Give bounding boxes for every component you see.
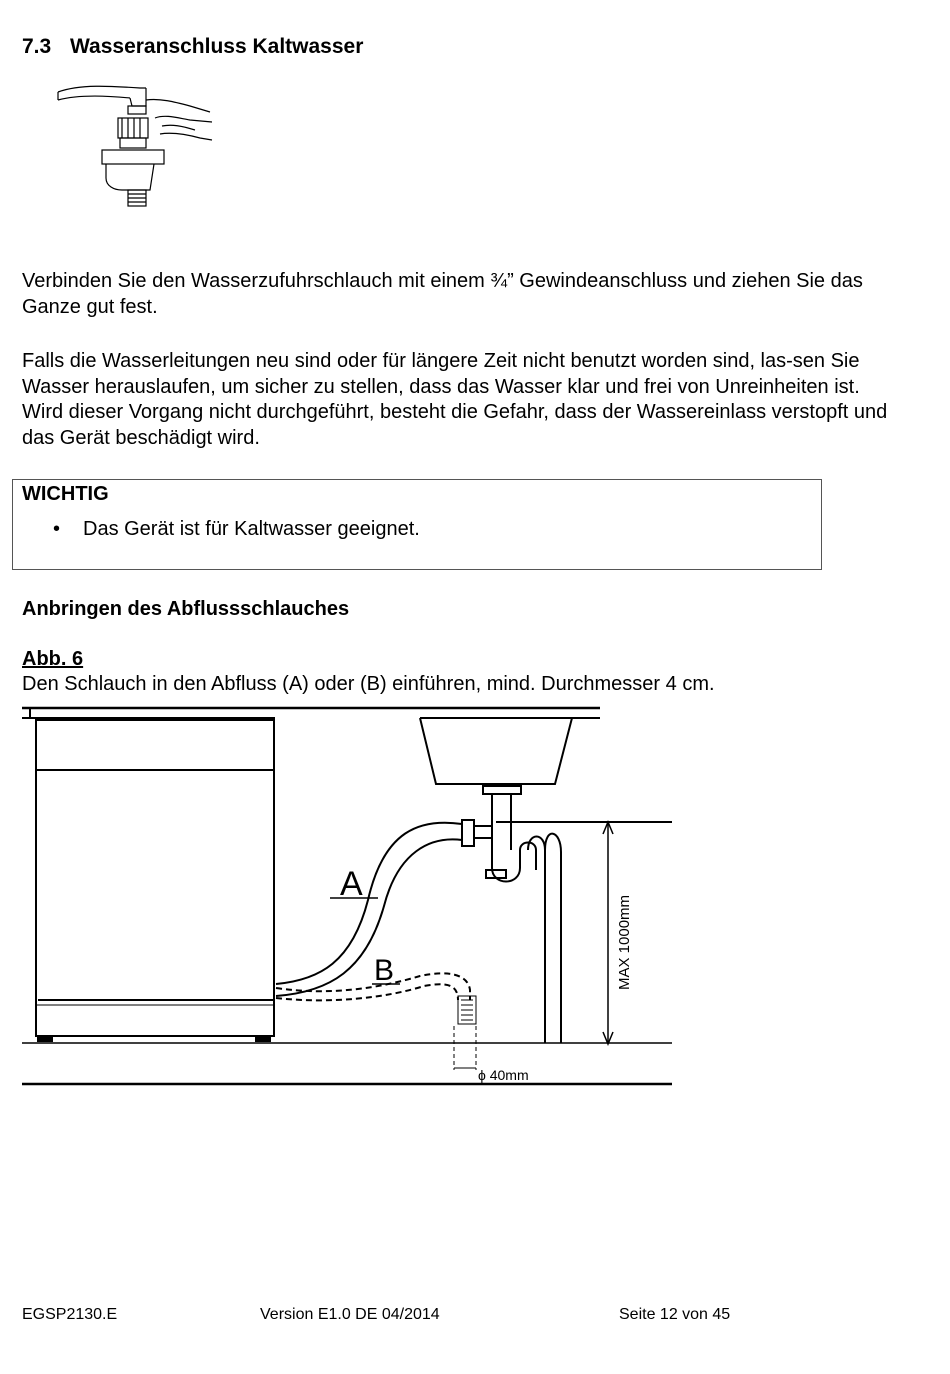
figure-label: Abb. 6 bbox=[22, 648, 84, 670]
max-height-label: MAX 1000mm bbox=[616, 894, 633, 990]
paragraph-text: Falls die Wasserleitungen neu sind oder für längere Zeit nicht benutzt worden sind, las-sen Sie Wasser herauslaufen, um sicher zu stellen, dass das Wasser klar und frei von Unreinheiten ist. Wird dieser Vorgang nicht durchgeführt, besteht die Gefahr, dass der Wassereinlass verstopft und das Gerät beschädigt wird. bbox=[22, 350, 888, 449]
sink-basin bbox=[420, 718, 572, 784]
footer-version: Version E1.0 DE 04/2014 bbox=[260, 1306, 440, 1323]
important-notice-box bbox=[12, 479, 822, 570]
section-title: Wasseranschluss Kaltwasser bbox=[70, 35, 364, 58]
section-heading bbox=[22, 35, 363, 59]
figure-caption: Den Schlauch in den Abfluss (A) oder (B) einführen, mind. Durchmesser 4 cm. bbox=[22, 673, 715, 695]
paragraph-text: Verbinden Sie den Wasserzufuhrschlauch mit einem ¾” Gewindeanschluss und ziehen Sie das Ganze gut fest. bbox=[22, 270, 863, 318]
drain-hose-a bbox=[276, 823, 462, 984]
section-number: 7.3 bbox=[22, 35, 52, 58]
bullet-icon: • bbox=[53, 518, 61, 540]
notice-item-text: Das Gerät ist für Kaltwasser geeignet. bbox=[83, 518, 420, 540]
paragraph-thread-connection bbox=[22, 269, 902, 320]
paragraph-flush-lines bbox=[22, 349, 902, 451]
label-b: B bbox=[374, 954, 395, 987]
footer-page-number: Seite 12 von 45 bbox=[619, 1306, 731, 1323]
footer-model: EGSP2130.E bbox=[22, 1306, 118, 1323]
label-a: A bbox=[340, 865, 363, 903]
dishwasher-body bbox=[36, 720, 274, 1036]
notice-title: WICHTIG bbox=[22, 483, 109, 505]
drain-hose-diagram bbox=[0, 700, 700, 1095]
drain-hose-heading: Anbringen des Abflussschlauches bbox=[22, 598, 350, 620]
notice-item bbox=[53, 518, 420, 541]
faucet-connection-illustration bbox=[50, 78, 220, 213]
diameter-label: ϕ 40mm bbox=[478, 1067, 529, 1083]
